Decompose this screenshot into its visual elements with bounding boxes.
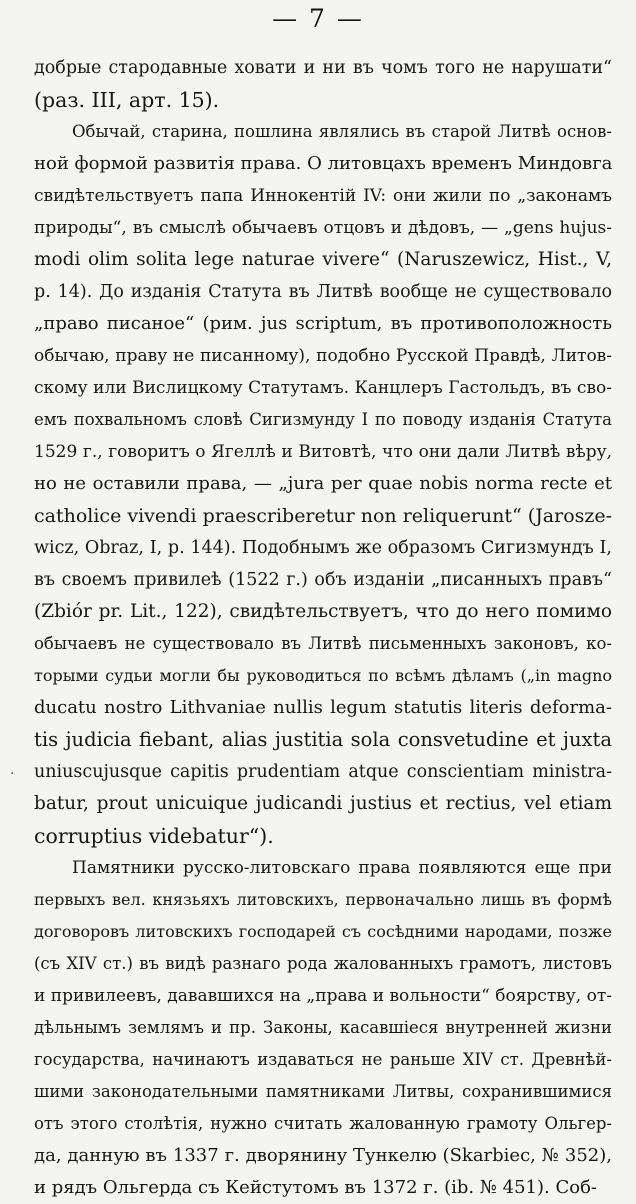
body-text — [34, 52, 612, 1204]
text-line: свидѣтельствуетъ папа Иннокентій IV: они жили по „законамъ — [34, 186, 612, 206]
paragraph-1 — [34, 52, 612, 116]
text-line: добрые стародавные ховати и ни въ чомъ того не нарушати“ — [34, 58, 612, 78]
text-line: Обычай, старина, пошлина являлись въ старой Литвѣ основ- — [72, 122, 612, 141]
text-line: и рядъ Ольгерда съ Кейстутомъ въ 1372 г. (ib. № 451). Соб- — [34, 1177, 597, 1198]
text-line: обычаю, праву не писанному), подобно Русской Правдѣ, Литов- — [34, 346, 612, 366]
paragraph-3 — [34, 852, 612, 1204]
text-line: catholice vivendi praescriberetur non reliquerunt“ (Jaroszе- — [34, 505, 612, 527]
text-line: да, данную въ 1337 г. дворянину Тункелю (Skarbiec, № 352), — [34, 1145, 612, 1166]
text-line: p. 14). До изданія Статута въ Литвѣ вообще не существовало — [34, 282, 612, 302]
text-line: (раз. III, арт. 15). — [34, 88, 220, 112]
text-line: отъ этого столѣтія, нужно считать жалованную грамоту Ольгер- — [34, 1114, 612, 1133]
text-line: обычаевъ не существовало въ Литвѣ письменныхъ законовъ, ко- — [34, 634, 612, 653]
page-number: — 7 — — [272, 4, 364, 33]
text-line: batur, prout unicuique judicandi justius et rectius, vel etiam — [34, 793, 612, 814]
text-line: (съ XIV ст.) въ видѣ разнаго рода жалованныхъ грамотъ, листовъ — [34, 954, 612, 973]
text-line: и привилеевъ, дававшихся на „права и вольности“ боярству, от- — [34, 986, 612, 1006]
text-line: емъ похвальномъ словѣ Сигизмунду I по поводу изданія Статута — [34, 410, 612, 429]
text-line: tis judicia fiebant, alias justitia sola consvetudine et juxta — [34, 728, 612, 751]
text-line: modi olim solita lege naturae vivere“ (Naruszewicz, Hist., V, — [34, 249, 612, 270]
text-line: но не оставили права, — „jura per quae nobis norma recte et — [34, 473, 612, 494]
text-line: ной формой развитія права. О литовцахъ временъ Миндовга — [34, 153, 612, 174]
text-line: corruptius videbatur“). — [34, 824, 274, 848]
print-speck-icon: · — [10, 766, 15, 782]
text-line: ducatu nostro Lithvaniae nullis legum statutis literis deforma- — [34, 697, 612, 718]
text-line: первыхъ вел. князьяхъ литовскихъ, первоначально лишь въ формѣ — [34, 890, 612, 909]
text-line: Памятники русско-литовскаго права появляются еще при — [72, 858, 612, 878]
text-line: (Zbiór pr. Lit., 122), свидѣтельствуетъ, что до него помимо — [34, 601, 612, 622]
text-line: дѣльнымъ землямъ и пр. Законы, касавшіеся внутренней жизни — [34, 1018, 612, 1037]
text-line: uniuscujusque capitis prudentiam atque conscientiam ministra- — [34, 762, 612, 782]
text-line: торыми судьи могли бы руководиться по всѣмъ дѣламъ („in magno — [34, 666, 612, 685]
text-line: „право писаное“ (рим. jus scriptum, въ противоположность — [34, 313, 612, 334]
text-line: государства, начинаютъ издаваться не раньше XIV ст. Древнѣй- — [34, 1050, 612, 1069]
text-line: wicz, Obraz, I, p. 144). Подобнымъ же образомъ Сигизмундъ I, — [34, 538, 612, 558]
text-line: природы“, въ смыслѣ обычаевъ отцовъ и дѣдовъ, — „gens hujus- — [34, 218, 612, 238]
text-line: скому или Вислицкому Статутамъ. Канцлеръ Гастольдъ, въ сво- — [34, 378, 612, 398]
text-line: въ своемъ привилеѣ (1522 г.) объ изданіи „писанныхъ правъ“ — [34, 570, 612, 590]
text-line: договоровъ литовскихъ господарей съ сосѣдними народами, позже — [34, 922, 612, 941]
text-line: шими законодательными памятниками Литвы, сохранившимися — [34, 1082, 612, 1101]
paragraph-2 — [34, 116, 612, 852]
text-line: 1529 г., говоритъ о Ягеллѣ и Витовтѣ, что они дали Литвѣ вѣру, — [34, 442, 612, 462]
